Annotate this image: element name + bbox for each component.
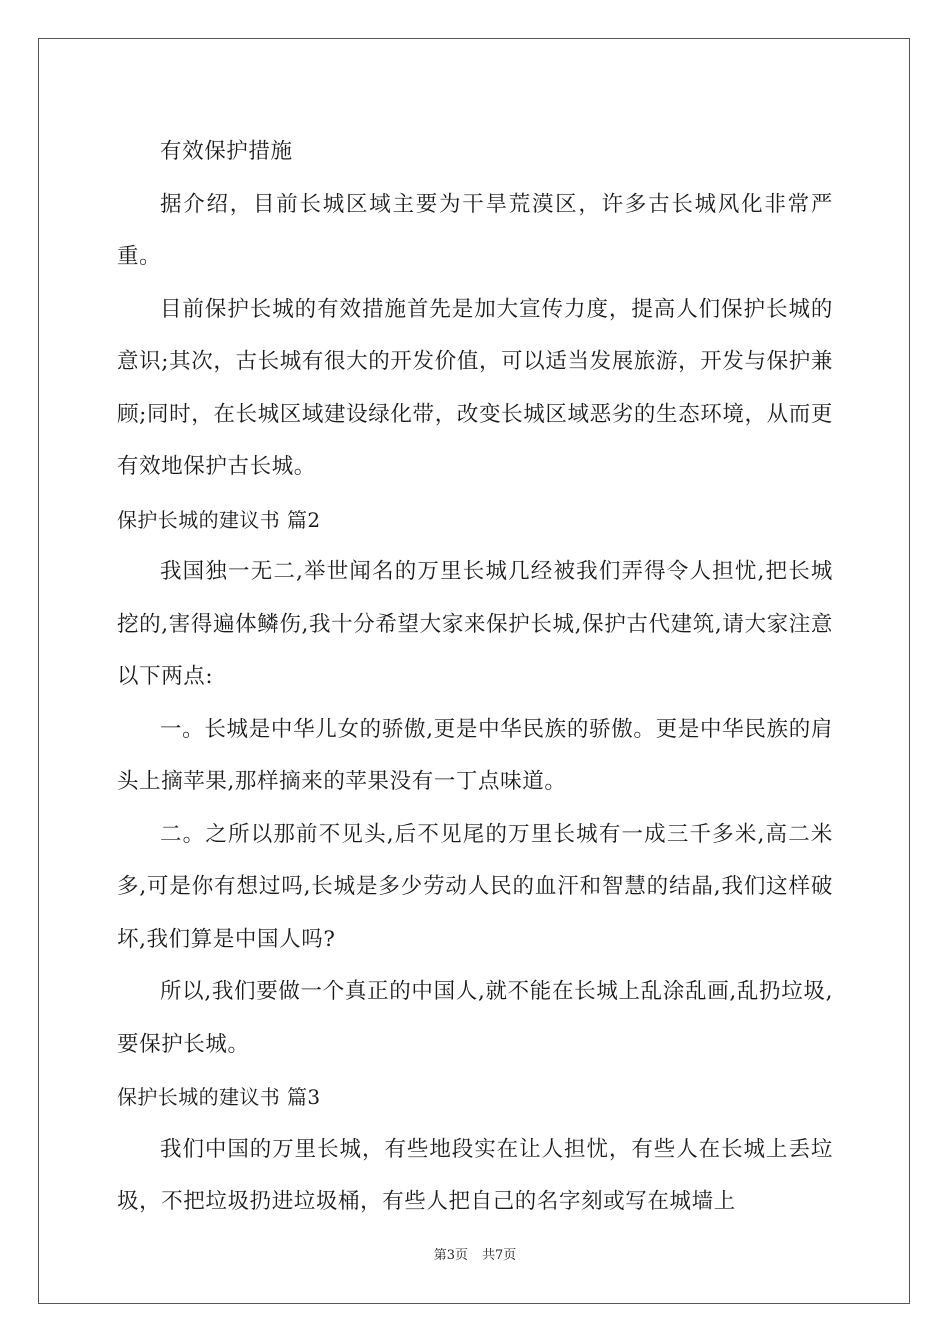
paragraph: 一。长城是中华儿女的骄傲,更是中华民族的骄傲。更是中华民族的肩头上摘苹果,那样摘来的苹果没有一丁点味道。 xyxy=(117,716,833,794)
paragraph: 有效保护措施 xyxy=(160,139,293,164)
paragraph: 二。之所以那前不见头,后不见尾的万里长城有一成三千多米,高二米多,可是你有想过吗,长城是多少劳动人民的血汗和智慧的结晶,我们这样破坏,我们算是中国人吗? xyxy=(117,821,833,952)
paragraph: 据介绍，目前长城区域主要为干旱荒漠区，许多古长城风化非常严重。 xyxy=(117,191,833,269)
paragraph: 所以,我们要做一个真正的中国人,就不能在长城上乱涂乱画,乱扔垃圾,要保护长城。 xyxy=(117,979,833,1057)
document-body xyxy=(117,126,833,1229)
paragraph: 目前保护长城的有效措施首先是加大宣传力度，提高人们保护长城的意识;其次，古长城有很大的开发价值，可以适当发展旅游，开发与保护兼顾;同时，在长城区域建设绿化带，改变长城区域恶劣的生态环境，从而更有效地保护古长城。 xyxy=(117,296,833,479)
page-total: 共7页 xyxy=(482,1248,517,1263)
section-heading: 保护长城的建议书 篇3 xyxy=(117,1085,321,1109)
page-footer xyxy=(0,1244,950,1263)
section-heading: 保护长城的建议书 篇2 xyxy=(117,507,321,532)
paragraph: 我国独一无二,举世闻名的万里长城几经被我们弄得令人担忧,把长城挖的,害得遍体鳞伤,我十分希望大家来保护长城,保护古代建筑,请大家注意以下两点: xyxy=(117,559,833,689)
page-number: 第3页 xyxy=(433,1248,468,1263)
paragraph: 我们中国的万里长城，有些地段实在让人担忧，有些人在长城上丢垃圾，不把垃圾扔进垃圾桶，有些人把自己的名字刻或写在城墙上 xyxy=(117,1136,833,1214)
